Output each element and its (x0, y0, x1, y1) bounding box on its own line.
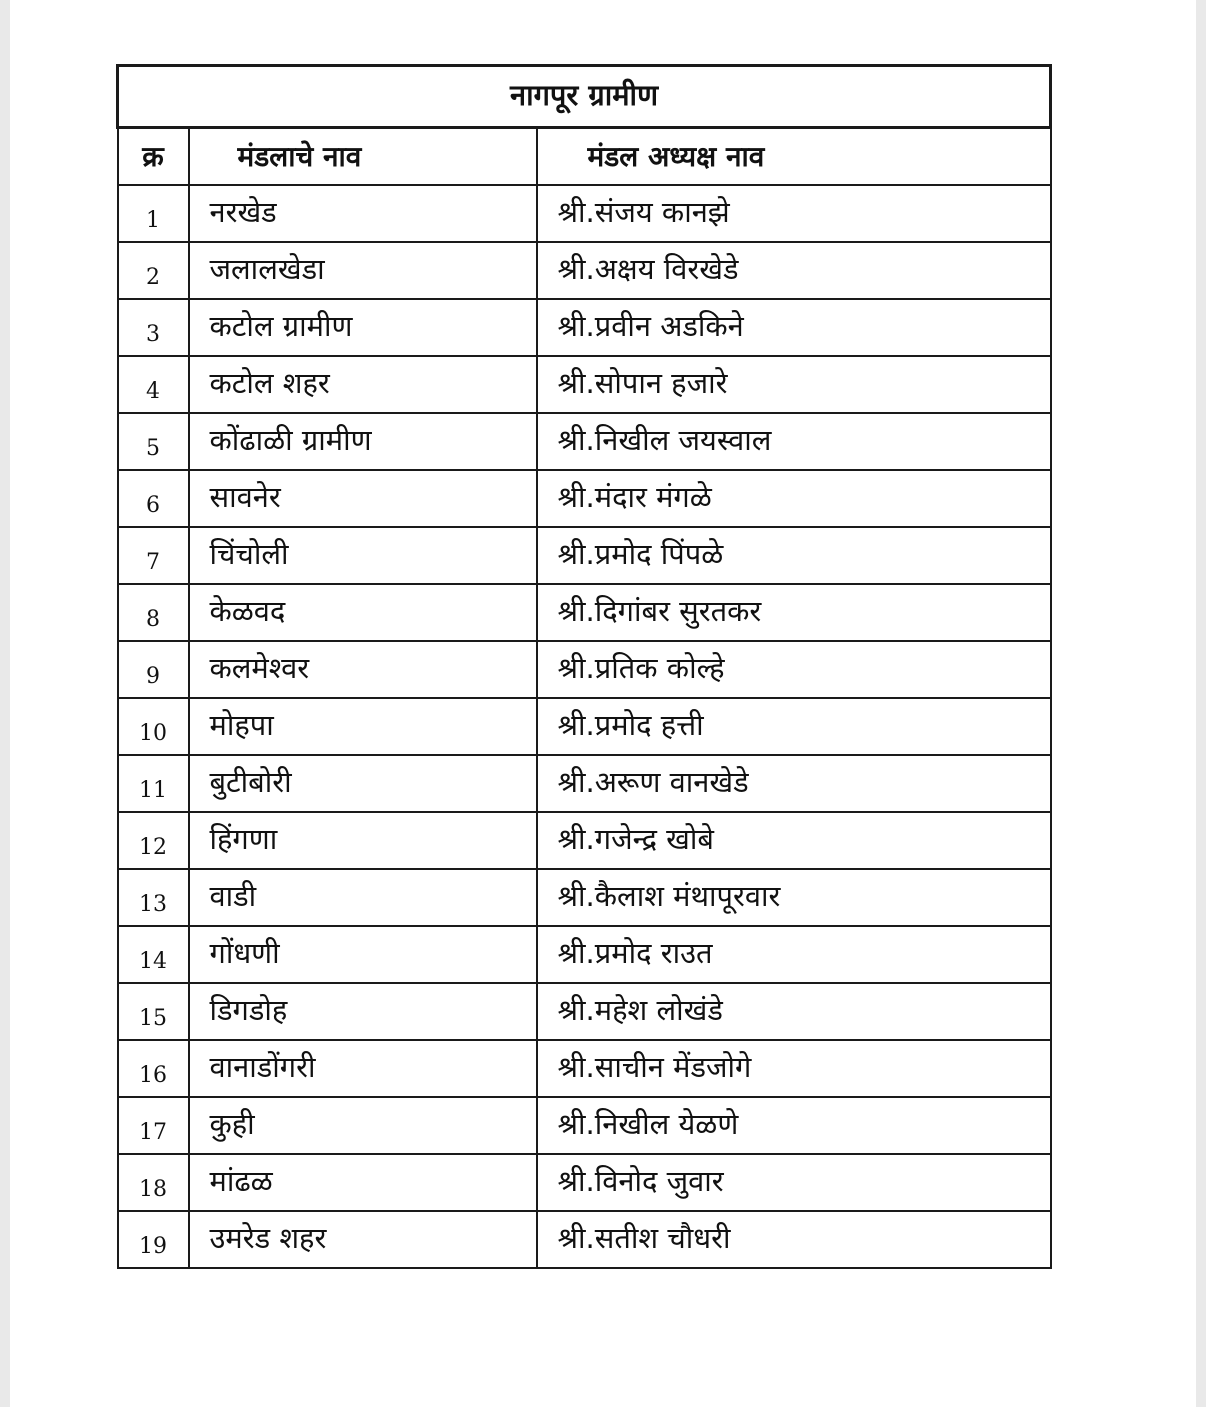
president-name: श्री.दिगांबर सुरतकर (537, 584, 1051, 641)
president-name: श्री.अक्षय विरखेडे (537, 242, 1051, 299)
table-row (118, 1097, 1051, 1154)
row-number: 6 (118, 470, 189, 527)
mandal-name: मोहपा (189, 698, 537, 755)
table-row (118, 584, 1051, 641)
table-row (118, 185, 1051, 242)
president-name: श्री.प्रमोद राउत (537, 926, 1051, 983)
row-number: 5 (118, 413, 189, 470)
row-number: 8 (118, 584, 189, 641)
table-row (118, 926, 1051, 983)
president-name: श्री.सोपान हजारे (537, 356, 1051, 413)
mandal-name: बुटीबोरी (189, 755, 537, 812)
mandal-name: मांढळ (189, 1154, 537, 1211)
president-name: श्री.साचीन मेंडजोगे (537, 1040, 1051, 1097)
row-number: 16 (118, 1040, 189, 1097)
document-page (10, 0, 1196, 1407)
table-row (118, 983, 1051, 1040)
header-number: क्र (118, 128, 189, 185)
president-name: श्री.प्रमोद हत्ती (537, 698, 1051, 755)
mandal-name: हिंगणा (189, 812, 537, 869)
table-row (118, 869, 1051, 926)
row-number: 9 (118, 641, 189, 698)
president-name: श्री.संजय कानझे (537, 185, 1051, 242)
row-number: 3 (118, 299, 189, 356)
table-row (118, 1040, 1051, 1097)
mandal-name: सावनेर (189, 470, 537, 527)
president-name: श्री.निखील येळणे (537, 1097, 1051, 1154)
mandal-name: कुही (189, 1097, 537, 1154)
president-name: श्री.प्रवीन अडकिने (537, 299, 1051, 356)
header-row (118, 128, 1051, 185)
mandal-name: कटोल ग्रामीण (189, 299, 537, 356)
mandal-name: उमरेड शहर (189, 1211, 537, 1268)
president-name: श्री.अरूण वानखेडे (537, 755, 1051, 812)
row-number: 17 (118, 1097, 189, 1154)
row-number: 7 (118, 527, 189, 584)
row-number: 1 (118, 185, 189, 242)
mandal-name: वानाडोंगरी (189, 1040, 537, 1097)
table-row (118, 299, 1051, 356)
mandal-name: कलमेश्वर (189, 641, 537, 698)
table-row (118, 1154, 1051, 1211)
table-row (118, 242, 1051, 299)
president-name: श्री.विनोद जुवार (537, 1154, 1051, 1211)
mandal-name: वाडी (189, 869, 537, 926)
table-row (118, 1211, 1051, 1268)
header-president-name: मंडल अध्यक्ष नाव (537, 128, 1051, 185)
president-name: श्री.निखील जयस्वाल (537, 413, 1051, 470)
mandal-name: डिगडोह (189, 983, 537, 1040)
table-row (118, 527, 1051, 584)
row-number: 15 (118, 983, 189, 1040)
mandal-name: जलालखेडा (189, 242, 537, 299)
president-name: श्री.प्रमोद पिंपळे (537, 527, 1051, 584)
president-name: श्री.कैलाश मंथापूरवार (537, 869, 1051, 926)
table-row (118, 812, 1051, 869)
row-number: 18 (118, 1154, 189, 1211)
table-row (118, 470, 1051, 527)
president-name: श्री.महेश लोखंडे (537, 983, 1051, 1040)
mandal-name: नरखेड (189, 185, 537, 242)
president-name: श्री.मंदार मंगळे (537, 470, 1051, 527)
mandal-name: केळवद (189, 584, 537, 641)
table-row (118, 356, 1051, 413)
row-number: 13 (118, 869, 189, 926)
row-number: 14 (118, 926, 189, 983)
mandal-table (116, 64, 1052, 1269)
mandal-name: कोंढाळी ग्रामीण (189, 413, 537, 470)
header-mandal-name: मंडलाचे नाव (189, 128, 537, 185)
row-number: 12 (118, 812, 189, 869)
row-number: 2 (118, 242, 189, 299)
table-row (118, 698, 1051, 755)
president-name: श्री.गजेन्द्र खोबे (537, 812, 1051, 869)
table-row (118, 641, 1051, 698)
president-name: श्री.सतीश चौधरी (537, 1211, 1051, 1268)
mandal-name: चिंचोली (189, 527, 537, 584)
mandal-name: कटोल शहर (189, 356, 537, 413)
title-row (118, 66, 1051, 128)
table-title: नागपूर ग्रामीण (118, 66, 1051, 128)
table-row (118, 413, 1051, 470)
row-number: 4 (118, 356, 189, 413)
row-number: 11 (118, 755, 189, 812)
president-name: श्री.प्रतिक कोल्हे (537, 641, 1051, 698)
table-row (118, 755, 1051, 812)
row-number: 19 (118, 1211, 189, 1268)
mandal-name: गोंधणी (189, 926, 537, 983)
row-number: 10 (118, 698, 189, 755)
